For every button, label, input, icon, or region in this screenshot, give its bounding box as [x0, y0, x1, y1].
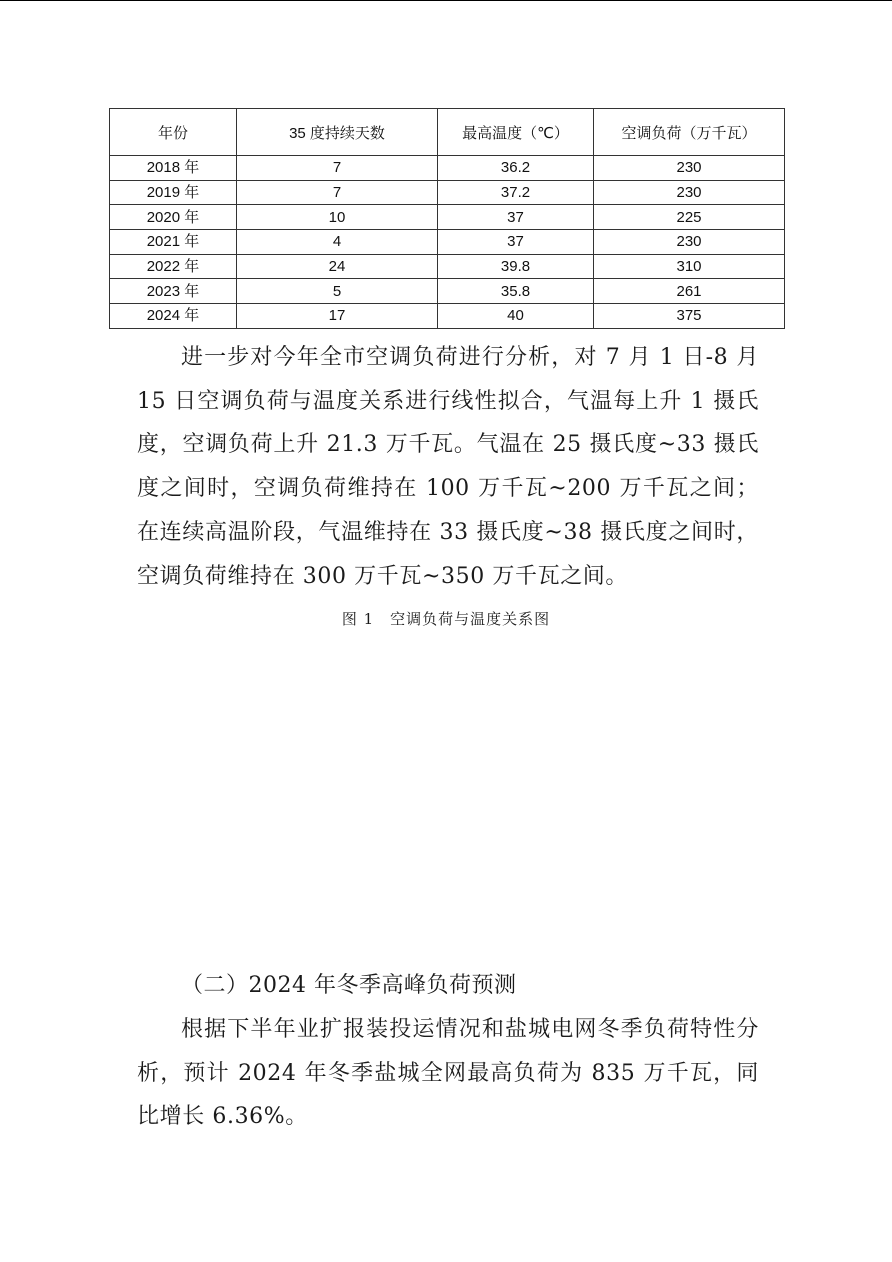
table-row	[110, 254, 785, 279]
cell-hot-days: 17	[237, 304, 438, 329]
table-row	[110, 156, 785, 181]
cell-hot-days: 7	[237, 180, 438, 205]
analysis-paragraph: 进一步对今年全市空调负荷进行分析，对 7 月 1 日-8 月 15 日空调负荷与温度关系进行线性拟合，气温每上升 1 摄氏度，空调负荷上升 21.3 万千瓦。气温在 25 摄氏度~33 摄氏度之间时，空调负荷维持在 100 万千瓦~200 万千瓦之间；在连续高温阶段，气温维持在 33 摄氏度~38 摄氏度之间时，空调负荷维持在 300 万千瓦~350 万千瓦之间。	[137, 345, 759, 589]
cell-max-temp: 37	[438, 205, 594, 230]
cell-year: 2024 年	[110, 304, 237, 329]
cell-ac-load: 230	[594, 156, 785, 181]
cell-max-temp: 36.2	[438, 156, 594, 181]
section-heading: （二）2024 年冬季高峰负荷预测	[181, 973, 517, 998]
cell-year: 2022 年	[110, 254, 237, 279]
cell-year: 2021 年	[110, 230, 237, 255]
cell-max-temp: 40	[438, 304, 594, 329]
table-row	[110, 304, 785, 329]
cell-ac-load: 230	[594, 180, 785, 205]
cell-max-temp: 35.8	[438, 279, 594, 304]
header-hot-days: 35 度持续天数	[237, 109, 438, 156]
cell-hot-days: 7	[237, 156, 438, 181]
cell-hot-days: 4	[237, 230, 438, 255]
table-header-row	[110, 109, 785, 156]
cell-ac-load: 230	[594, 230, 785, 255]
table-row	[110, 205, 785, 230]
air-conditioning-load-table	[109, 108, 785, 329]
cell-ac-load: 261	[594, 279, 785, 304]
cell-year: 2019 年	[110, 180, 237, 205]
cell-year: 2018 年	[110, 156, 237, 181]
header-max-temp: 最高温度（℃）	[438, 109, 594, 156]
cell-year: 2020 年	[110, 205, 237, 230]
cell-year: 2023 年	[110, 279, 237, 304]
cell-max-temp: 37.2	[438, 180, 594, 205]
table-row	[110, 180, 785, 205]
top-border-line	[0, 0, 892, 1]
cell-ac-load: 310	[594, 254, 785, 279]
forecast-paragraph: 根据下半年业扩报装投运情况和盐城电网冬季负荷特性分析，预计 2024 年冬季盐城全网最高负荷为 835 万千瓦，同比增长 6.36%。	[137, 1017, 759, 1130]
cell-ac-load: 375	[594, 304, 785, 329]
cell-hot-days: 24	[237, 254, 438, 279]
header-year: 年份	[110, 109, 237, 156]
cell-max-temp: 37	[438, 230, 594, 255]
cell-ac-load: 225	[594, 205, 785, 230]
cell-max-temp: 39.8	[438, 254, 594, 279]
table-row	[110, 230, 785, 255]
cell-hot-days: 10	[237, 205, 438, 230]
table-row	[110, 279, 785, 304]
figure-caption: 图 1 空调负荷与温度关系图	[341, 610, 551, 628]
cell-hot-days: 5	[237, 279, 438, 304]
header-ac-load: 空调负荷（万千瓦）	[594, 109, 785, 156]
